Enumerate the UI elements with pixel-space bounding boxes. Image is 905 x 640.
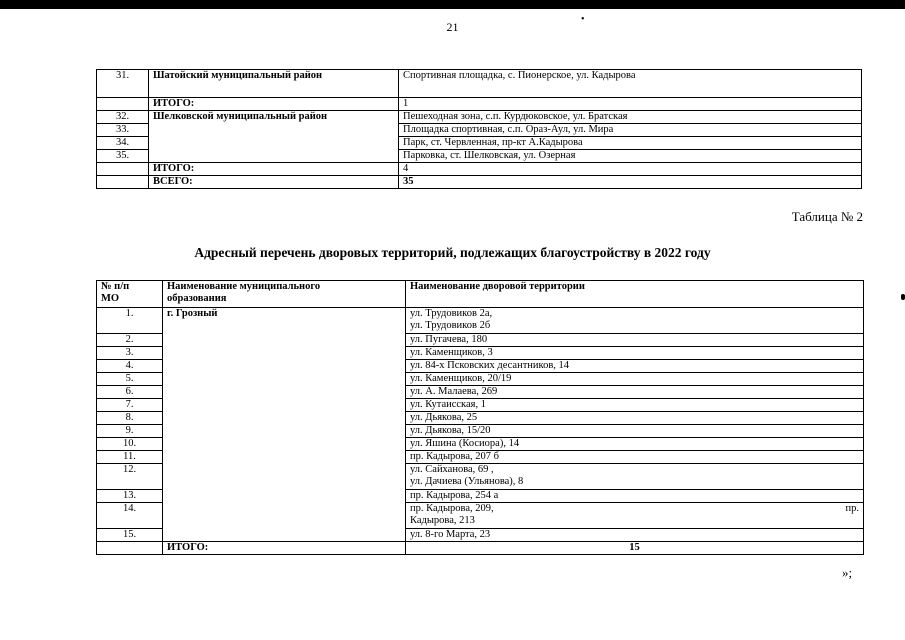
address-line: Кадырова, 213: [410, 515, 475, 526]
header-municipality: [163, 281, 406, 308]
grand-total-value: 35: [399, 176, 862, 189]
row-number: 33.: [97, 124, 149, 137]
total-number-cell: [97, 542, 163, 555]
scan-speck: •: [581, 14, 585, 25]
scan-top-edge: [0, 0, 905, 9]
row-number: 10.: [97, 438, 163, 451]
territory-address: ул. Каменщиков, 3: [406, 347, 864, 360]
total-row: [97, 542, 864, 555]
table-row: [97, 163, 862, 176]
address-line: [410, 503, 859, 515]
object-address: Спортивная площадка, с. Пионерское, ул. Кадырова: [399, 70, 862, 98]
address-line: ул. Трудовиков 2а,: [410, 308, 493, 319]
header-number-line2: МО: [101, 293, 120, 304]
address-line: ул. Трудовиков 2б: [410, 320, 491, 331]
header-municipality-line2: образования: [167, 293, 227, 304]
territory-address: ул. Дьякова, 15/20: [406, 425, 864, 438]
scan-mark: [901, 294, 905, 300]
row-number: 6.: [97, 386, 163, 399]
row-number: 12.: [97, 464, 163, 490]
page-number: 21: [446, 20, 459, 34]
territory-address: [406, 464, 864, 490]
row-number: 14.: [97, 503, 163, 529]
row-number: 5.: [97, 373, 163, 386]
object-address: Парковка, ст. Шелковская, ул. Озерная: [399, 150, 862, 163]
subtotal-label: ИТОГО:: [149, 163, 399, 176]
row-number: 7.: [97, 399, 163, 412]
row-number: 9.: [97, 425, 163, 438]
territory-address: ул. 8-го Марта, 23: [406, 529, 864, 542]
row-number: 35.: [97, 150, 149, 163]
header-territory: Наименование дворовой территории: [406, 281, 864, 308]
header-row: [97, 281, 864, 308]
object-address: Площадка спортивная, с.п. Ораз-Аул, ул. Мира: [399, 124, 862, 137]
header-municipality-line1: Наименование муниципального: [167, 281, 321, 292]
row-number: [97, 163, 149, 176]
row-number: 15.: [97, 529, 163, 542]
header-number: [97, 281, 163, 308]
territory-address: ул. Кутаисская, 1: [406, 399, 864, 412]
table-row: [97, 70, 862, 98]
table-row: [97, 98, 862, 111]
municipality-name: г. Грозный: [163, 308, 406, 542]
address-line-right: пр.: [845, 503, 859, 514]
territory-address: ул. Каменщиков, 20/19: [406, 373, 864, 386]
municipality-name: Шелковской муниципальный район: [149, 111, 399, 163]
grand-total-label: ВСЕГО:: [149, 176, 399, 189]
row-number: [97, 176, 149, 189]
territory-address: пр. Кадырова, 254 а: [406, 490, 864, 503]
header-number-line1: № п/п: [101, 281, 130, 292]
total-label: ИТОГО:: [163, 542, 406, 555]
address-line: ул. Сайханова, 69 ,: [410, 464, 494, 475]
table-title: Адресный перечень дворовых территорий, подлежащих благоустройству в 2022 году: [194, 245, 711, 260]
row-number: 8.: [97, 412, 163, 425]
table-row: [97, 111, 862, 124]
row-number: 4.: [97, 360, 163, 373]
row-number: 2.: [97, 334, 163, 347]
subtotal-value: 1: [399, 98, 862, 111]
row-number: 31.: [97, 70, 149, 98]
territory-address: ул. А. Малаева, 269: [406, 386, 864, 399]
table-row: [97, 176, 862, 189]
table-continuation: [96, 69, 862, 189]
territory-address: ул. Яшина (Косиора), 14: [406, 438, 864, 451]
subtotal-value: 4: [399, 163, 862, 176]
address-line-left: пр. Кадырова, 209,: [410, 503, 494, 514]
row-number: 13.: [97, 490, 163, 503]
table-row: [97, 308, 864, 334]
row-number: 3.: [97, 347, 163, 360]
row-number: 1.: [97, 308, 163, 334]
territory-address: [406, 503, 864, 529]
row-number: [97, 98, 149, 111]
territory-address: [406, 308, 864, 334]
address-line: ул. Дачиева (Ульянова), 8: [410, 476, 524, 487]
total-value: 15: [406, 542, 864, 555]
closing-quote: »;: [842, 565, 853, 580]
object-address: Пешеходная зона, с.п. Курдюковское, ул. Братская: [399, 111, 862, 124]
territory-address: ул. Дьякова, 25: [406, 412, 864, 425]
row-number: 32.: [97, 111, 149, 124]
municipality-name: Шатойский муниципальный район: [149, 70, 399, 98]
subtotal-label: ИТОГО:: [149, 98, 399, 111]
courtyard-table: [96, 280, 864, 555]
row-number: 11.: [97, 451, 163, 464]
territory-address: ул. Пугачева, 180: [406, 334, 864, 347]
object-address: Парк, ст. Червленная, пр-кт А.Кадырова: [399, 137, 862, 150]
territory-address: ул. 84-х Псковских десантников, 14: [406, 360, 864, 373]
table-label: Таблица № 2: [791, 209, 863, 224]
territory-address: пр. Кадырова, 207 б: [406, 451, 864, 464]
row-number: 34.: [97, 137, 149, 150]
